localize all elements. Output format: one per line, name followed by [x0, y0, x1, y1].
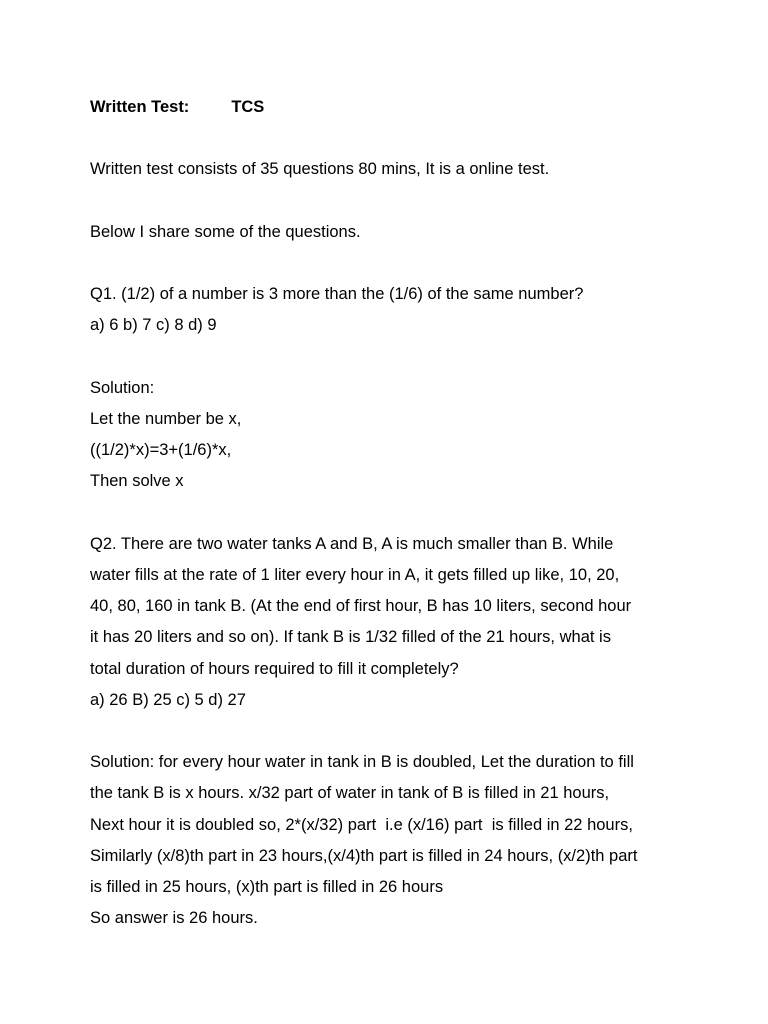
q2-question-line: it has 20 liters and so on). If tank B is 1/32 filled of the 21 hours, what is	[90, 628, 611, 647]
q2-solution-line: So answer is 26 hours.	[90, 909, 258, 928]
q2-solution-line: Similarly (x/8)th part in 23 hours,(x/4)th part is filled in 24 hours, (x/2)th part	[90, 846, 638, 865]
q1-solution-line: Then solve x	[90, 472, 184, 491]
q1-solution-line: Solution:	[90, 378, 155, 397]
document-title	[90, 92, 690, 123]
q1-question: Q1. (1/2) of a number is 3 more than the (1/6) of the same number?	[90, 285, 584, 304]
q2-question-line: Q2. There are two water tanks A and B, A is much smaller than B. While	[90, 534, 614, 553]
intro-line: Written test consists of 35 questions 80 mins, It is a online test.	[90, 160, 550, 179]
q2-question-line: 40, 80, 160 in tank B. (At the end of first hour, B has 10 liters, second hour	[90, 597, 632, 616]
title-company: TCS	[231, 98, 265, 116]
q1-options: a) 6 b) 7 c) 8 d) 9	[90, 316, 217, 335]
q2-question-line: water fills at the rate of 1 liter every hour in A, it gets filled up like, 10, 20,	[90, 565, 620, 584]
q1-solution-line: ((1/2)*x)=3+(1/6)*x,	[90, 441, 232, 460]
q2-options: a) 26 B) 25 c) 5 d) 27	[90, 690, 246, 709]
q2-solution-line: is filled in 25 hours, (x)th part is filled in 26 hours	[90, 877, 444, 896]
intro-line: Below I share some of the questions.	[90, 222, 361, 241]
title-label: Written Test:	[90, 98, 190, 116]
q2-solution-line: the tank B is x hours. x/32 part of water in tank of B is filled in 21 hours,	[90, 784, 610, 803]
q2-question-line: total duration of hours required to fill it completely?	[90, 659, 459, 678]
q2-solution-line: Solution: for every hour water in tank in B is doubled, Let the duration to fill	[90, 753, 634, 772]
q1-solution-line: Let the number be x,	[90, 409, 242, 428]
document-body	[90, 92, 690, 934]
q2-solution-line: Next hour it is doubled so, 2*(x/32) part i.e (x/16) part is filled in 22 hours,	[90, 815, 633, 834]
